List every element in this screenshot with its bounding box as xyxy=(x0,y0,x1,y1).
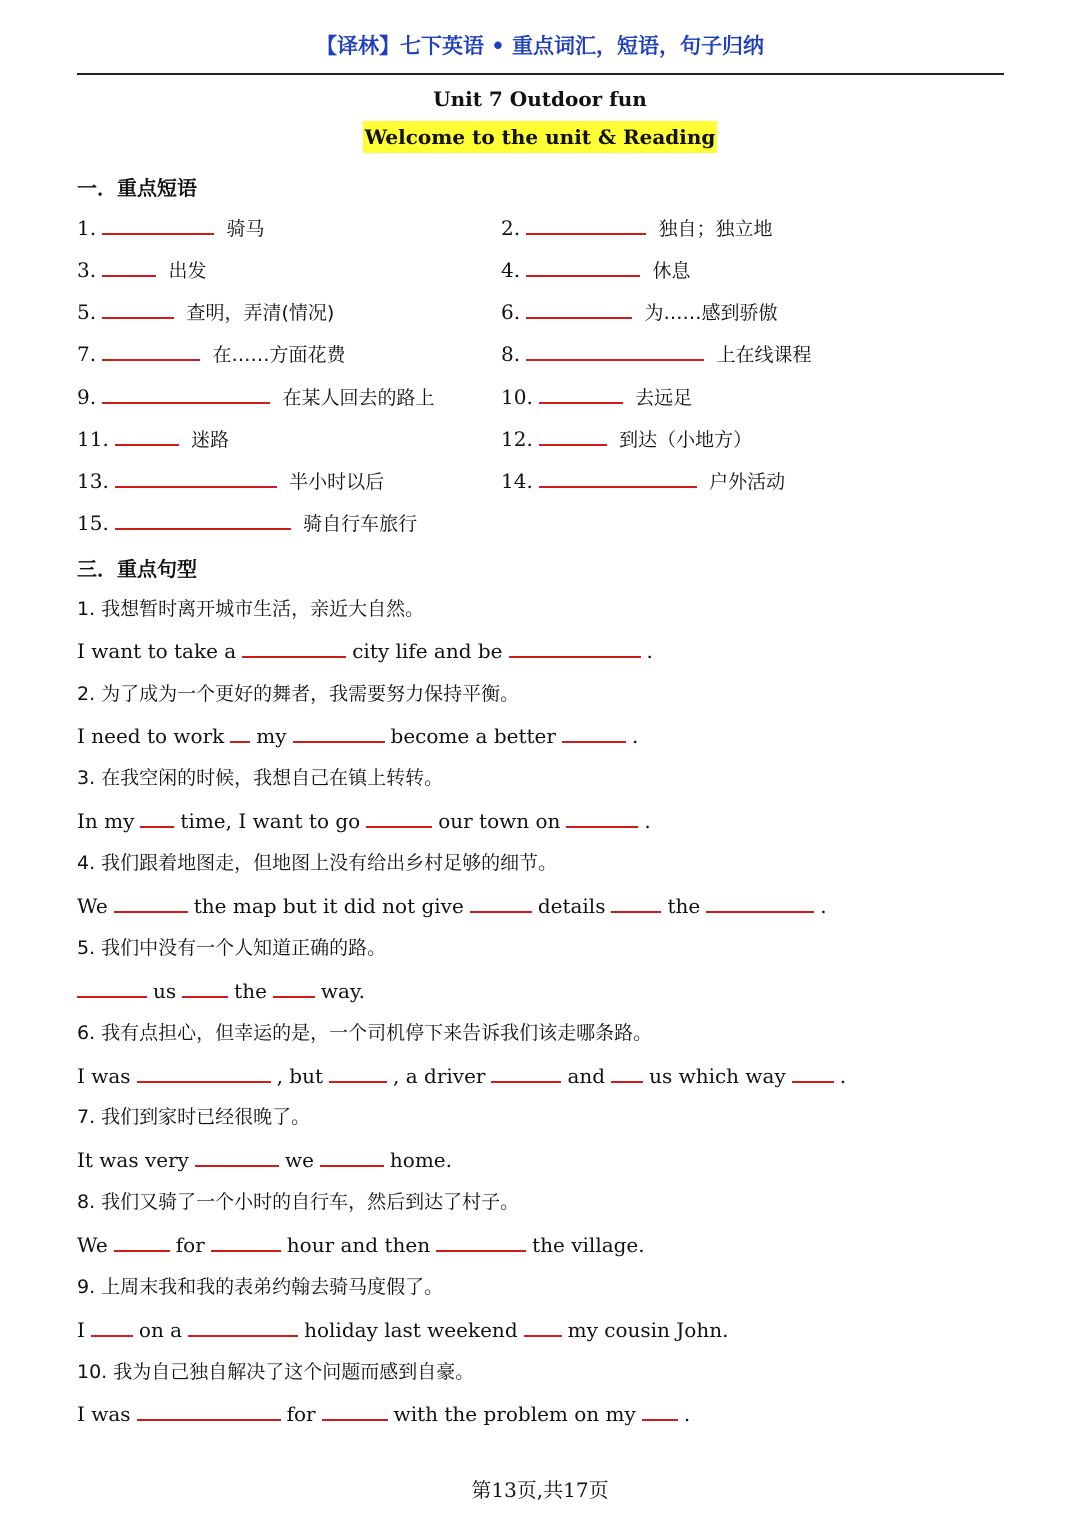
section-title-wrap xyxy=(0,125,1080,149)
answer-blank[interactable] xyxy=(211,1232,281,1252)
answer-blank[interactable] xyxy=(642,1401,678,1421)
sentence-english: us the way. xyxy=(77,977,365,1005)
answer-blank[interactable] xyxy=(566,808,638,828)
sentence-chinese: 6. 我有点担心，但幸运的是，一个司机停下来告诉我们该走哪条路。 xyxy=(77,1022,653,1044)
answer-blank[interactable] xyxy=(491,1063,561,1083)
answer-blank[interactable] xyxy=(115,426,179,446)
phrase-item: 10. 去远足 xyxy=(501,385,693,409)
unit-title: Unit 7 Outdoor fun xyxy=(433,87,647,111)
phrases-heading: 一．重点短语 xyxy=(77,176,197,200)
sentence-english: We for hour and then the village. xyxy=(77,1233,645,1257)
phrase-item: 3. 出发 xyxy=(77,258,207,282)
answer-blank[interactable] xyxy=(322,1401,388,1421)
phrase-item: 13. 半小时以后 xyxy=(77,469,385,493)
section-title: Welcome to the unit & Reading xyxy=(363,121,718,153)
answer-blank[interactable] xyxy=(509,638,641,658)
page-footer: 第13页,共17页 xyxy=(471,1478,609,1502)
answer-blank[interactable] xyxy=(182,978,228,998)
answer-blank[interactable] xyxy=(539,468,697,488)
answer-blank[interactable] xyxy=(188,1317,298,1337)
answer-blank[interactable] xyxy=(329,1063,387,1083)
answer-blank[interactable] xyxy=(436,1232,526,1252)
answer-blank[interactable] xyxy=(230,723,250,743)
answer-blank[interactable] xyxy=(115,468,277,488)
phrase-item: 8. 上在线课程 xyxy=(501,342,812,366)
sentence-chinese: 2. 为了成为一个更好的舞者，我需要努力保持平衡。 xyxy=(77,683,520,705)
sentence-chinese: 5. 我们中没有一个人知道正确的路。 xyxy=(77,937,387,959)
answer-blank[interactable] xyxy=(526,215,646,235)
answer-blank[interactable] xyxy=(137,1063,271,1083)
answer-blank[interactable] xyxy=(524,1317,562,1337)
answer-blank[interactable] xyxy=(91,1317,133,1337)
phrase-item: 2. 独自；独立地 xyxy=(501,216,773,240)
answer-blank[interactable] xyxy=(470,893,532,913)
phrase-item: 12. 到达（小地方） xyxy=(501,427,753,451)
sentence-english: I was for with the problem on my . xyxy=(77,1402,691,1426)
answer-blank[interactable] xyxy=(293,723,385,743)
answer-blank[interactable] xyxy=(195,1147,279,1167)
answer-blank[interactable] xyxy=(102,341,200,361)
phrase-item: 15. 骑自行车旅行 xyxy=(77,511,418,535)
sentence-chinese: 7. 我们到家时已经很晚了。 xyxy=(77,1106,311,1128)
answer-blank[interactable] xyxy=(706,893,814,913)
sentence-english: I need to work my become a better . xyxy=(77,724,639,748)
answer-blank[interactable] xyxy=(114,893,188,913)
sentence-english: I want to take a city life and be . xyxy=(77,639,653,663)
phrase-item: 7. 在……方面花费 xyxy=(77,342,346,366)
answer-blank[interactable] xyxy=(242,638,346,658)
answer-blank[interactable] xyxy=(102,384,270,404)
answer-blank[interactable] xyxy=(115,510,291,530)
sentence-english: In my time, I want to go our town on . xyxy=(77,809,651,833)
answer-blank[interactable] xyxy=(611,1063,643,1083)
sentence-chinese: 4. 我们跟着地图走，但地图上没有给出乡村足够的细节。 xyxy=(77,852,558,874)
phrase-item: 6. 为……感到骄傲 xyxy=(501,300,778,324)
phrase-item: 9. 在某人回去的路上 xyxy=(77,385,435,409)
answer-blank[interactable] xyxy=(114,1232,170,1252)
answer-blank[interactable] xyxy=(526,299,632,319)
phrase-item: 1. 骑马 xyxy=(77,216,265,240)
sentence-chinese: 8. 我们又骑了一个小时的自行车，然后到达了村子。 xyxy=(77,1191,520,1213)
sentence-english: I was , but , a driver and us which way . xyxy=(77,1064,847,1088)
answer-blank[interactable] xyxy=(526,341,704,361)
answer-blank[interactable] xyxy=(102,299,174,319)
answer-blank[interactable] xyxy=(102,257,156,277)
sentence-english: It was very we home. xyxy=(77,1148,453,1172)
phrase-item: 4. 休息 xyxy=(501,258,691,282)
answer-blank[interactable] xyxy=(320,1147,384,1167)
answer-blank[interactable] xyxy=(77,978,147,998)
answer-blank[interactable] xyxy=(526,257,640,277)
phrase-item: 5. 查明，弄清(情况) xyxy=(77,300,335,324)
answer-blank[interactable] xyxy=(792,1063,834,1083)
answer-blank[interactable] xyxy=(137,1401,281,1421)
answer-blank[interactable] xyxy=(539,384,623,404)
phrase-item: 14. 户外活动 xyxy=(501,469,786,493)
sentence-english: I on a holiday last weekend my cousin John. xyxy=(77,1318,729,1342)
answer-blank[interactable] xyxy=(273,978,315,998)
sentence-chinese: 9. 上周末我和我的表弟约翰去骑马度假了。 xyxy=(77,1276,444,1298)
sentence-english: We the map but it did not give details the . xyxy=(77,894,827,918)
answer-blank[interactable] xyxy=(102,215,214,235)
header-divider xyxy=(77,73,1004,75)
phrase-item: 11. 迷路 xyxy=(77,427,230,451)
answer-blank[interactable] xyxy=(539,426,607,446)
answer-blank[interactable] xyxy=(611,893,661,913)
answer-blank[interactable] xyxy=(562,723,626,743)
sentence-chinese: 1. 我想暂时离开城市生活，亲近大自然。 xyxy=(77,598,425,620)
document-header: 【译林】七下英语 • 重点词汇，短语，句子归纳 xyxy=(315,34,765,58)
sentence-chinese: 3. 在我空闲的时候，我想自己在镇上转转。 xyxy=(77,767,444,789)
answer-blank[interactable] xyxy=(140,808,174,828)
sentence-chinese: 10. 我为自己独自解决了这个问题而感到自豪。 xyxy=(77,1361,475,1383)
sentences-heading: 三．重点句型 xyxy=(77,557,197,581)
answer-blank[interactable] xyxy=(366,808,432,828)
